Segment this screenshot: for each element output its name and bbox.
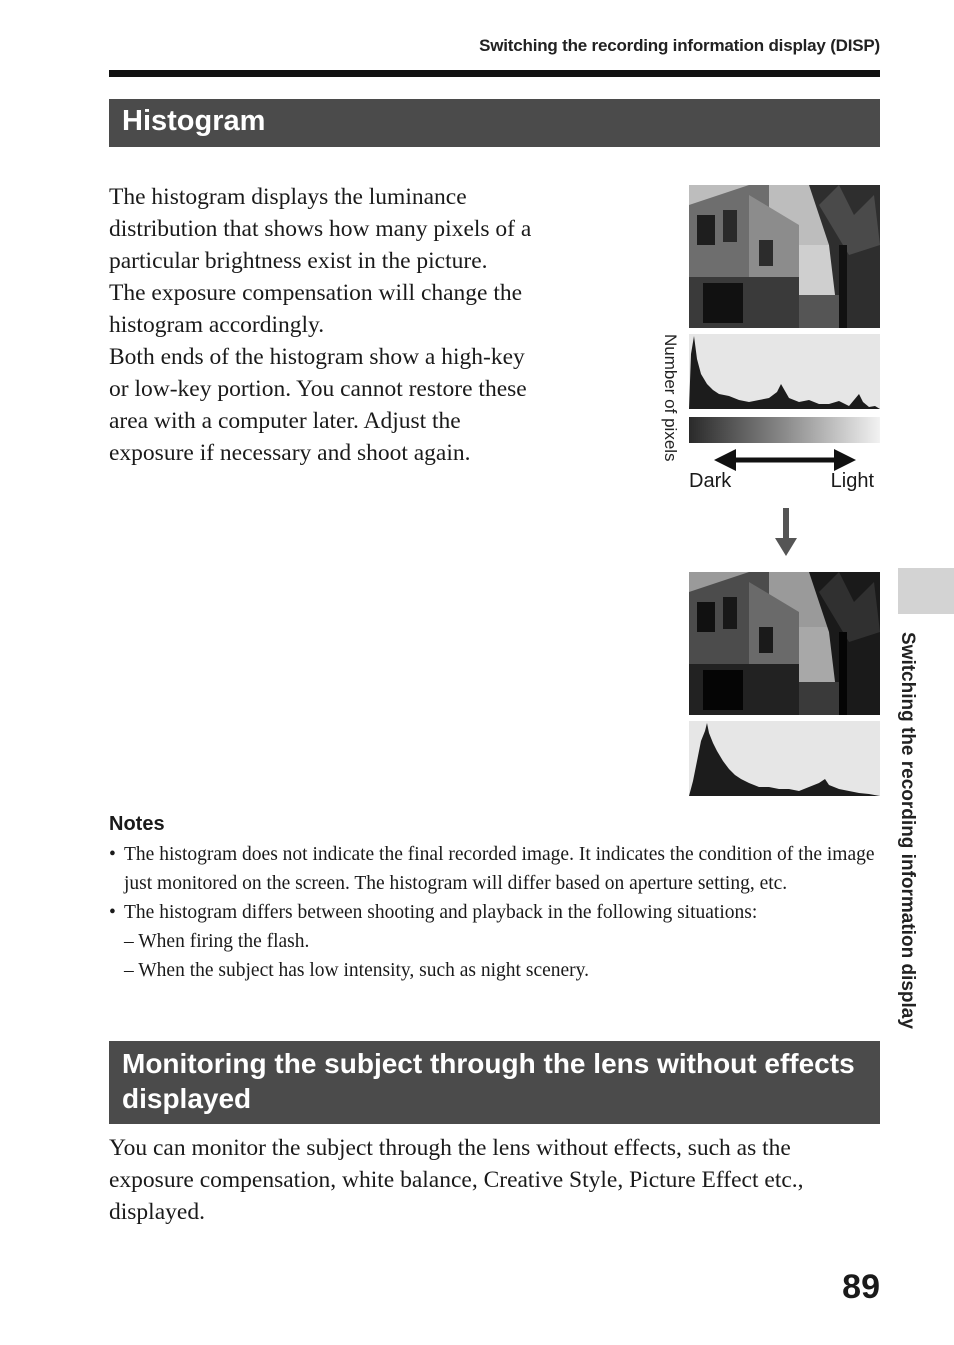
section-title: Monitoring the subject through the lens without effects displayed (122, 1048, 855, 1114)
monitoring-paragraph: You can monitor the subject through the lens without effects, such as the exposure compensation, white balance, Creative Style, Picture Effect etc., displayed. (109, 1135, 804, 1225)
list-item (109, 840, 879, 898)
notes-list (109, 840, 879, 985)
histogram-dark-icon (689, 721, 880, 796)
paragraph: The exposure compensation will change the histogram accordingly. (109, 280, 523, 338)
section-header-histogram (109, 99, 880, 147)
side-tab (898, 568, 954, 614)
list-item (109, 898, 879, 927)
paragraph: The histogram displays the luminance distribution that shows how many pixels of a particular brightness exist in the picture. (109, 184, 532, 274)
note-text: The histogram does not indicate the final recorded image. It indicates the condition of the image just monitored on the screen. The histogram will differ based on aperture setting, etc. (124, 844, 875, 894)
header-rule (109, 70, 880, 77)
y-axis-label: Number of pixels (661, 334, 680, 462)
luminance-gradient-bar (689, 417, 880, 443)
notes-title: Notes (109, 813, 165, 835)
bullet-icon: • (109, 844, 116, 865)
page-number: 89 (842, 1268, 880, 1306)
bullet-icon: • (109, 902, 116, 923)
down-arrow-icon (775, 508, 797, 556)
light-label: Light (830, 470, 874, 492)
house-photo-bright-icon (689, 185, 880, 328)
paragraph: Both ends of the histogram show a high-key or low-key portion. You cannot restore these area with a computer later. Adjust the exposure if necessary and shoot again. (109, 344, 527, 466)
note-text: The histogram differs between shooting and playback in the following situations: (124, 902, 758, 923)
histogram-bright-icon (689, 334, 880, 409)
running-header: Switching the recording information display (DISP) (479, 36, 880, 55)
section-title: Histogram (122, 105, 266, 137)
sub-item: – When the subject has low intensity, such as night scenery. (124, 960, 590, 981)
house-photo-dark-icon (689, 572, 880, 715)
sub-item: – When firing the flash. (124, 931, 310, 952)
histogram-body (109, 181, 539, 469)
side-tab-label: Switching the recording information display (897, 632, 918, 1029)
dark-label: Dark (689, 470, 732, 492)
section-header-monitoring (109, 1041, 880, 1124)
